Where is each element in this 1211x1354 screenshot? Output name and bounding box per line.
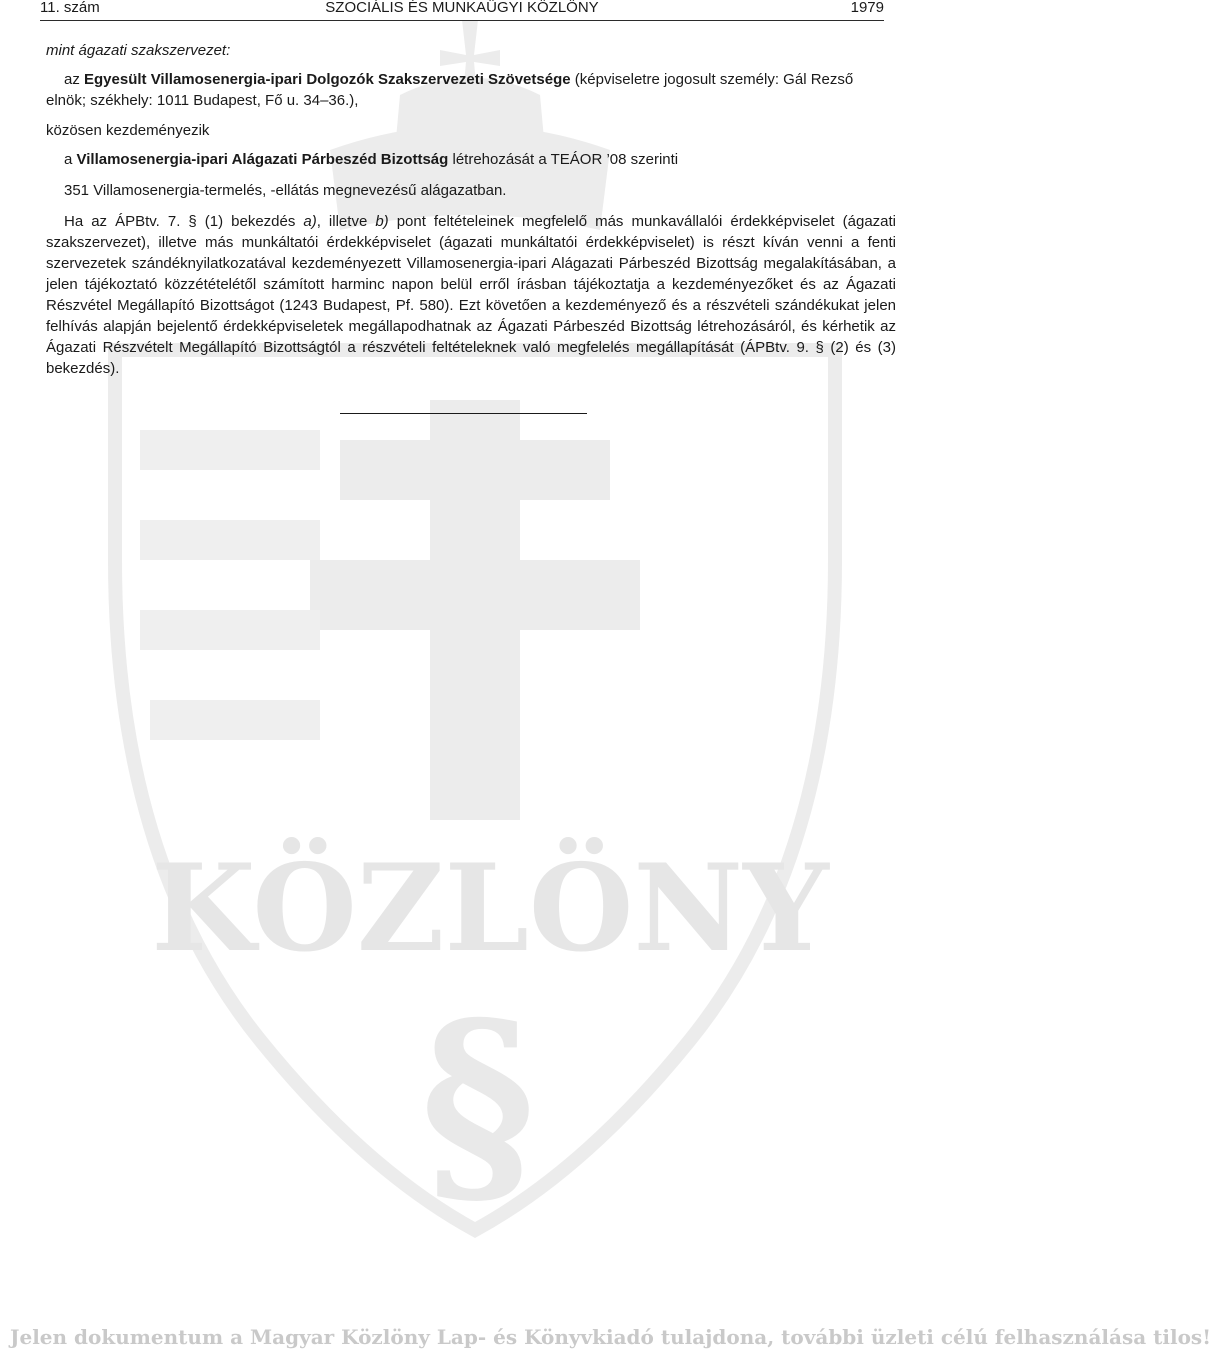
committee-paragraph: a Villamosenergia-ipari Alágazati Párbeszéd Bizottság létrehozását a TEÁOR ’08 szerinti (64, 151, 679, 168)
ownership-notice: Jelen dokumentum a Magyar Közlöny Lap- és Könyvkiadó tulajdona, további üzleti célú felhasználása tilos! (10, 1325, 1211, 1349)
journal-title: SZOCIÁLIS ÉS MUNKAÜGYI KÖZLÖNY (325, 0, 599, 16)
sector-line: 351 Villamosenergia-termelés, -ellátás megnevezésű alágazatban. (64, 182, 507, 199)
role-label: mint ágazati szakszervezet: (46, 42, 231, 59)
committee-name: Villamosenergia-ipari Alágazati Párbeszéd Bizottság (76, 151, 449, 168)
document-body (46, 40, 896, 379)
watermark-title: KÖZLÖNY (151, 838, 829, 979)
double-cross-icon (310, 400, 640, 820)
section-symbol-icon: § (420, 973, 536, 1232)
union-paragraph: az Egyesült Villamosenergia-ipari Dolgozók Szakszervezeti Szövetsége (képviseletre jogosult személy: Gál Rezső elnök; székhely: 1011 Budapest, Fő u. 34–36.), (46, 71, 854, 109)
initiate-text: közösen kezdeményezik (46, 122, 210, 139)
separator-line (340, 413, 587, 414)
page-header (40, 0, 884, 21)
union-name: Egyesült Villamosenergia-ipari Dolgozók Szakszervezeti Szövetsége (84, 71, 571, 88)
page-number: 1979 (850, 0, 884, 16)
main-paragraph: Ha az ÁPBtv. 7. § (1) bekezdés a), illetve b) pont feltételeinek megfelelő más munkavállalói érdekképviselet (ágazati szakszervezet), illetve más munkáltatói érdekképviselet (ágazati munkáltatói érdekképviselet) is részt kíván venni a fenti szervezetek szándéknyilatkozatával kezdeményezett Villamosenergia-ipari Alágazati Párbeszéd Bizottság megalakításában, a jelen tájékoztató közzétételétől számított harminc napon belül erről írásban tájékoztatja a kezdeményezőket és az Ágazati Részvétel Megállapító Bizottságot (1243 Budapest, Pf. 580). Ezt követően a kezdeményező és a részvételi szándékukat jelen felhívás alapján bejelentő érdekképviseletek megállapodhatnak az Ágazati Párbeszéd Bizottság létrehozásáról, és kérhetik az Ágazati Részvételt Megállapító Bizottságtól a részvételi feltételeknek való megfelelés megállapítását (ÁPBtv. 9. § (2) és (3) bekezdés). (46, 213, 896, 377)
issue-number: 11. szám (40, 0, 100, 16)
